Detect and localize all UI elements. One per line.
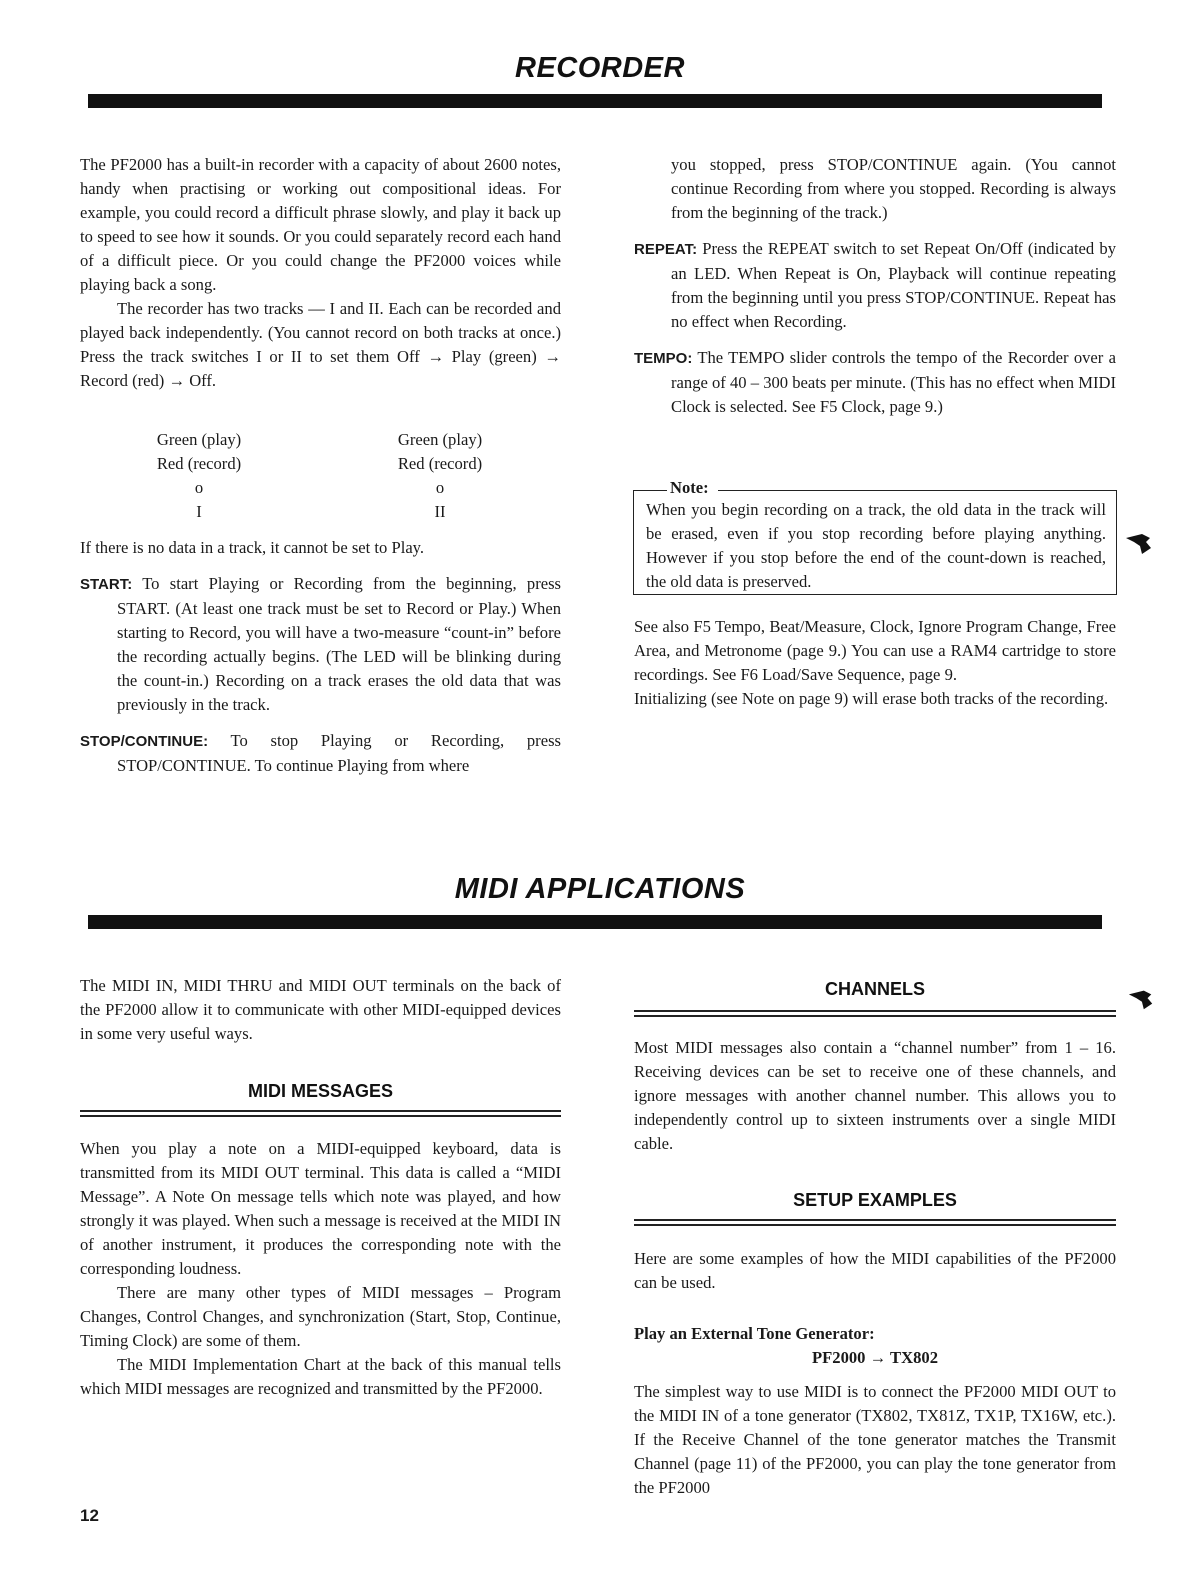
midi-messages-p2: There are many other types of MIDI messages – Program Changes, Control Changes, and synchronization (Start, Stop, Continue, Timing Clock) are some of them. [80,1283,561,1350]
recorder-title-bar [88,94,1102,108]
channels-heading: CHANNELS [824,979,925,999]
pointing-hand-icon [1124,528,1154,558]
no-data-text: If there is no data in a track, it cannot be set to Play. [80,538,425,557]
recorder-left-column [80,153,561,393]
stop-entry [80,729,561,778]
start-text: To start Playing or Recording from the beginning, press START. (At least one track must be set to Record or Play.) When starting to Record, you will have a two-measure “count-in” before the recording actually begins. (The LED will be blinking during the count-in.) Recording on a track erases the old data that was previously in the track. [117,574,562,714]
stop-label: STOP/CONTINUE: [80,733,209,750]
setup-examples-rule [634,1219,1116,1226]
tempo-label: TEMPO: [634,350,693,367]
setup-intro-text: Here are some examples of how the MIDI capabilities of the PF2000 can be used. [634,1249,1116,1292]
midi-messages-p3: The MIDI Implementation Chart at the back of this manual tells which MIDI messages are recognized and transmitted by the PF2000. [80,1355,561,1398]
note-text: When you begin recording on a track, the old data in the track will be erased, even if you stop recording before playing anything. However if you stop before the end of the count-down is reached, the old data is preserved. [646,500,1106,591]
recorder-title: RECORDER [515,52,685,84]
track-table-col1-r1: Green (play) [156,430,242,449]
midi-title-bar [88,915,1102,929]
midi-intro-text: The MIDI IN, MIDI THRU and MIDI OUT terminals on the back of the PF2000 allow it to communicate with other MIDI-equipped devices in some very useful ways. [80,976,561,1043]
midi-intro-block [80,974,561,1046]
midi-messages-p1: When you play a note on a MIDI-equipped keyboard, data is transmitted from its MIDI OUT terminal. This data is called a “MIDI Message”. A Note On message tells which note was played, and how strongly it was played. When such a message is received at the MIDI IN of another instrument, it produces the corresponding note with the corresponding loudness. [80,1139,561,1278]
initializing-text: Initializing (see Note on page 9) will erase both tracks of the recording. [634,689,1109,708]
repeat-text: Press the REPEAT switch to set Repeat On/Off (indicated by an LED. When Repeat is On, Playback will continue repeating from the beginning until you press STOP/CONTINUE. Repeat has no effect when Recording. [671,239,1116,331]
ext-tone-subheading: PF2000 → TX802 [812,1348,938,1367]
note-box [633,490,1117,595]
track-table-col2-r1: Green (play) [397,430,483,449]
repeat-label: REPEAT: [634,241,698,258]
stop-text: To stop Playing or Recording, press STOP/CONTINUE. To continue Playing from where [117,731,561,775]
ext-tone-text: The simplest way to use MIDI is to connect the PF2000 MIDI OUT to the MIDI IN of a tone generator (TX802, TX81Z, TX1P, TX16W, etc.). If the Receive Channel of the tone generator matches the Transmit Channel (page 11) of the PF2000, you can play the tone generator from the PF2000 [634,1382,1116,1497]
channels-block [634,1036,1116,1156]
track-table-col2-r3: o [435,478,445,497]
channels-text: Most MIDI messages also contain a “channel number” from 1 – 16. Receiving devices can be set to receive one of these channels, and ignore messages with another channel number. This allows you to independently control up to sixteen instruments over a single MIDI cable. [634,1038,1116,1153]
midi-messages-rule [80,1110,561,1117]
recorder-intro-p2: The recorder has two tracks — I and II. Each can be recorded and played back independently. (You cannot record on both tracks at once.) Press the track switches I or II to set them Off → Play (green) → Record (red) → Off. [80,299,561,390]
repeat-entry [634,237,1116,334]
stop-text-continued: you stopped, press STOP/CONTINUE again. (You cannot continue Recording from where you stopped. Recording is always from the beginning of the track.) [671,155,1116,222]
start-label: START: [80,576,133,593]
note-title: Note: [670,478,709,497]
channels-rule [634,1010,1116,1017]
setup-intro-block [634,1247,1116,1295]
ext-tone-heading: Play an External Tone Generator: [634,1324,875,1343]
recorder-left-lower [80,536,561,778]
pointing-hand-icon [1127,985,1155,1013]
midi-messages-block [80,1137,561,1401]
setup-examples-heading: SETUP EXAMPLES [793,1190,957,1210]
tempo-text: The TEMPO slider controls the tempo of the Recorder over a range of 40 – 300 beats per minute. (This has no effect when MIDI Clock is selected. See F5 Clock, page 9.) [671,348,1116,416]
recorder-right-lower [634,615,1116,711]
track-table-col1-r4: I [196,502,202,521]
see-also-text: See also F5 Tempo, Beat/Measure, Clock, Ignore Program Change, Free Area, and Metronome (page 9.) You can use a RAM4 cartridge to store recordings. See F6 Load/Save Sequence, page 9. [634,617,1116,684]
track-table-col2-r4: II [434,502,446,521]
track-table-col1-r3: o [194,478,204,497]
page-number: 12 [80,1506,99,1525]
track-table-col2-r2: Red (record) [397,454,483,473]
recorder-intro-p1: The PF2000 has a built-in recorder with a capacity of about 2600 notes, handy when practising or working out compositional ideas. For example, you could record a difficult phrase slowly, and play it back up to speed to see how it sounds. Or you could separately record each hand of a difficult piece. Or you could change the PF2000 voices while playing back a song. [80,155,561,294]
start-entry [80,572,561,717]
track-table-col1-r2: Red (record) [156,454,242,473]
tempo-entry [634,346,1116,419]
midi-title: MIDI APPLICATIONS [454,873,746,905]
recorder-right-column [634,153,1116,419]
ext-tone-block [634,1380,1116,1500]
midi-messages-heading: MIDI MESSAGES [247,1081,394,1101]
